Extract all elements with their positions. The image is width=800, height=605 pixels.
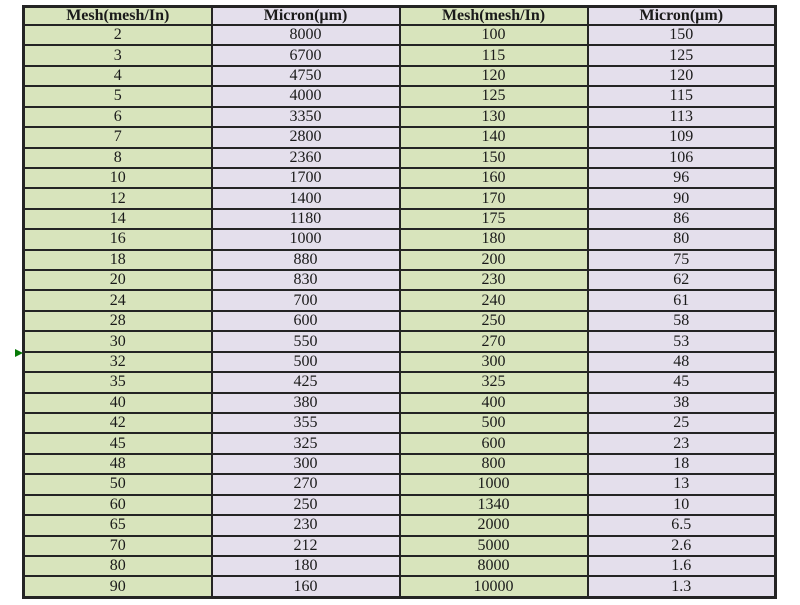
micron-cell: 113 <box>588 107 776 127</box>
micron-cell: 96 <box>588 168 776 188</box>
micron-cell: 45 <box>588 372 776 392</box>
mesh-cell: 6 <box>24 107 212 127</box>
micron-cell: 38 <box>588 393 776 413</box>
mesh-cell: 10 <box>24 168 212 188</box>
mesh-cell: 400 <box>400 393 588 413</box>
table-row <box>24 331 776 351</box>
header-micron-left: Micron(µm) <box>212 7 400 26</box>
mesh-cell: 170 <box>400 188 588 208</box>
micron-cell: 270 <box>212 474 400 494</box>
micron-cell: 160 <box>212 576 400 597</box>
micron-cell: 90 <box>588 188 776 208</box>
table-row <box>24 25 776 45</box>
micron-cell: 115 <box>588 86 776 106</box>
mesh-cell: 800 <box>400 454 588 474</box>
mesh-cell: 160 <box>400 168 588 188</box>
micron-cell: 80 <box>588 229 776 249</box>
micron-cell: 180 <box>212 556 400 576</box>
mesh-cell: 240 <box>400 290 588 310</box>
table-row <box>24 576 776 597</box>
table-row <box>24 107 776 127</box>
micron-cell: 48 <box>588 352 776 372</box>
table-row <box>24 148 776 168</box>
mesh-cell: 1000 <box>400 474 588 494</box>
micron-cell: 13 <box>588 474 776 494</box>
mesh-cell: 35 <box>24 372 212 392</box>
mesh-cell: 300 <box>400 352 588 372</box>
micron-cell: 2360 <box>212 148 400 168</box>
micron-cell: 4750 <box>212 66 400 86</box>
micron-cell: 2.6 <box>588 536 776 556</box>
mesh-cell: 32 <box>24 352 212 372</box>
table-row <box>24 372 776 392</box>
micron-cell: 212 <box>212 536 400 556</box>
green-triangle-marker <box>15 349 23 357</box>
mesh-cell: 130 <box>400 107 588 127</box>
mesh-cell: 250 <box>400 311 588 331</box>
micron-cell: 355 <box>212 413 400 433</box>
mesh-cell: 12 <box>24 188 212 208</box>
micron-cell: 61 <box>588 290 776 310</box>
table-row <box>24 168 776 188</box>
mesh-cell: 5000 <box>400 536 588 556</box>
micron-cell: 109 <box>588 127 776 147</box>
table-row <box>24 311 776 331</box>
table-row <box>24 433 776 453</box>
mesh-micron-table <box>22 5 777 599</box>
micron-cell: 150 <box>588 25 776 45</box>
mesh-cell: 125 <box>400 86 588 106</box>
mesh-cell: 14 <box>24 209 212 229</box>
mesh-cell: 140 <box>400 127 588 147</box>
mesh-cell: 120 <box>400 66 588 86</box>
table-row <box>24 229 776 249</box>
mesh-cell: 600 <box>400 433 588 453</box>
micron-cell: 550 <box>212 331 400 351</box>
mesh-cell: 2000 <box>400 515 588 535</box>
micron-cell: 10 <box>588 495 776 515</box>
mesh-cell: 48 <box>24 454 212 474</box>
micron-cell: 250 <box>212 495 400 515</box>
mesh-cell: 42 <box>24 413 212 433</box>
table-row <box>24 413 776 433</box>
mesh-cell: 115 <box>400 45 588 65</box>
mesh-cell: 16 <box>24 229 212 249</box>
mesh-cell: 230 <box>400 270 588 290</box>
micron-cell: 425 <box>212 372 400 392</box>
micron-cell: 1700 <box>212 168 400 188</box>
mesh-cell: 10000 <box>400 576 588 597</box>
micron-cell: 8000 <box>212 25 400 45</box>
table-row <box>24 495 776 515</box>
micron-cell: 62 <box>588 270 776 290</box>
table-row <box>24 188 776 208</box>
micron-cell: 25 <box>588 413 776 433</box>
micron-cell: 1.6 <box>588 556 776 576</box>
micron-cell: 4000 <box>212 86 400 106</box>
mesh-cell: 270 <box>400 331 588 351</box>
mesh-cell: 28 <box>24 311 212 331</box>
micron-cell: 6700 <box>212 45 400 65</box>
mesh-cell: 30 <box>24 331 212 351</box>
micron-cell: 880 <box>212 250 400 270</box>
micron-cell: 18 <box>588 454 776 474</box>
header-micron-right: Micron(µm) <box>588 7 776 26</box>
micron-cell: 1.3 <box>588 576 776 597</box>
mesh-cell: 175 <box>400 209 588 229</box>
micron-cell: 125 <box>588 45 776 65</box>
mesh-cell: 50 <box>24 474 212 494</box>
table-row <box>24 393 776 413</box>
micron-cell: 106 <box>588 148 776 168</box>
micron-cell: 3350 <box>212 107 400 127</box>
micron-cell: 380 <box>212 393 400 413</box>
micron-cell: 75 <box>588 250 776 270</box>
mesh-cell: 200 <box>400 250 588 270</box>
micron-cell: 120 <box>588 66 776 86</box>
micron-cell: 23 <box>588 433 776 453</box>
mesh-cell: 80 <box>24 556 212 576</box>
table-row <box>24 454 776 474</box>
table-row <box>24 474 776 494</box>
micron-cell: 6.5 <box>588 515 776 535</box>
mesh-cell: 90 <box>24 576 212 597</box>
table-header <box>24 7 776 26</box>
header-row <box>24 7 776 26</box>
micron-cell: 830 <box>212 270 400 290</box>
mesh-cell: 7 <box>24 127 212 147</box>
mesh-cell: 4 <box>24 66 212 86</box>
micron-cell: 230 <box>212 515 400 535</box>
micron-cell: 1180 <box>212 209 400 229</box>
micron-cell: 2800 <box>212 127 400 147</box>
mesh-cell: 500 <box>400 413 588 433</box>
mesh-cell: 8 <box>24 148 212 168</box>
mesh-cell: 70 <box>24 536 212 556</box>
table-row <box>24 86 776 106</box>
table-row <box>24 127 776 147</box>
table-row <box>24 66 776 86</box>
micron-cell: 58 <box>588 311 776 331</box>
table-row <box>24 352 776 372</box>
micron-cell: 325 <box>212 433 400 453</box>
mesh-cell: 180 <box>400 229 588 249</box>
micron-cell: 500 <box>212 352 400 372</box>
mesh-cell: 100 <box>400 25 588 45</box>
table-body <box>24 25 776 598</box>
mesh-cell: 1340 <box>400 495 588 515</box>
mesh-cell: 24 <box>24 290 212 310</box>
mesh-cell: 2 <box>24 25 212 45</box>
mesh-cell: 65 <box>24 515 212 535</box>
table-row <box>24 536 776 556</box>
table-row <box>24 250 776 270</box>
table-row <box>24 290 776 310</box>
mesh-cell: 3 <box>24 45 212 65</box>
mesh-cell: 18 <box>24 250 212 270</box>
mesh-cell: 40 <box>24 393 212 413</box>
mesh-cell: 45 <box>24 433 212 453</box>
micron-cell: 600 <box>212 311 400 331</box>
header-mesh-right: Mesh(mesh/In) <box>400 7 588 26</box>
mesh-cell: 150 <box>400 148 588 168</box>
mesh-cell: 8000 <box>400 556 588 576</box>
micron-cell: 86 <box>588 209 776 229</box>
micron-cell: 300 <box>212 454 400 474</box>
micron-cell: 53 <box>588 331 776 351</box>
mesh-cell: 5 <box>24 86 212 106</box>
micron-cell: 1000 <box>212 229 400 249</box>
micron-cell: 1400 <box>212 188 400 208</box>
micron-cell: 700 <box>212 290 400 310</box>
table-row <box>24 270 776 290</box>
mesh-cell: 325 <box>400 372 588 392</box>
table-row <box>24 209 776 229</box>
mesh-cell: 20 <box>24 270 212 290</box>
header-mesh-left: Mesh(mesh/In) <box>24 7 212 26</box>
mesh-cell: 60 <box>24 495 212 515</box>
table-row <box>24 45 776 65</box>
table-row <box>24 515 776 535</box>
table-row <box>24 556 776 576</box>
